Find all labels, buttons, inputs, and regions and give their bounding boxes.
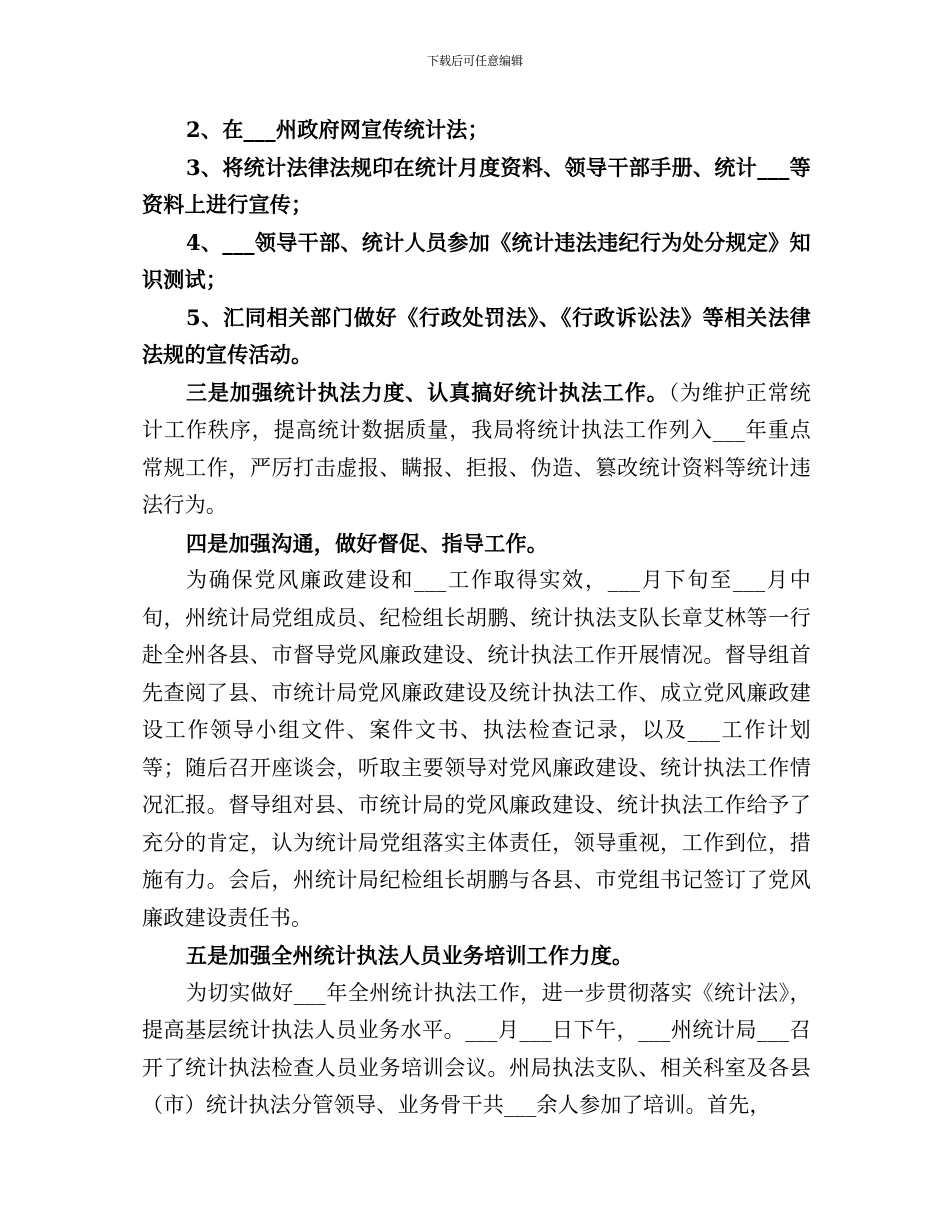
paragraph-item-4: 4、___领导干部、统计人员参加《统计违法违纪行为处分规定》知识测试； xyxy=(142,229,811,292)
paragraph-item-3: 3、将统计法律法规印在统计月度资料、领导干部手册、统计___等资料上进行宣传； xyxy=(142,154,811,217)
section-four-heading: 四是加强沟通，做好督促、指导工作。 xyxy=(186,530,549,556)
paragraph-section-three xyxy=(142,374,811,525)
section-three-text: （为维护正常统计工作秩序，提高统计数据质量，我局将统计执法工作列入___年重点常规工作，严厉打击虚报、瞒报、拒报、伪造、篡改统计资料等统计违法行为。 xyxy=(142,380,811,517)
paragraph-training: 为切实做好___年全州统计执法工作，进一步贯彻落实《统计法》，提高基层统计执法人员业务水平。___月___日下午，___州统计局___召开了统计执法检查人员业务培训会议。州局执法支队、相关科室及各县（市）统计执法分管领导、业务骨干共___余人参加了培训。首先， xyxy=(142,980,811,1117)
paragraph-item-2: 2、在___州政府网宣传统计法； xyxy=(186,117,489,142)
page-header: 下载后可任意编辑 xyxy=(426,54,523,68)
paragraph-item-5: 5、汇同相关部门做好《行政处罚法》、《行政诉讼法》等相关法律法规的宣传活动。 xyxy=(142,304,811,367)
section-three-heading: 三是加强统计执法力度、认真搞好统计执法工作。 xyxy=(186,379,669,405)
section-five-heading: 五是加强全州统计执法人员业务培训工作力度。 xyxy=(186,943,634,968)
paragraph-supervision: 为确保党风廉政建设和___工作取得实效，___月下旬至___月中旬，州统计局党组成员、纪检组长胡鹏、统计执法支队长章艾林等一行赴全州各县、市督导党风廉政建设、统计执法工作开展情况。督导组首先查阅了县、市统计局党风廉政建设及统计执法工作、成立党风廉政建设工作领导小组文件、案件文书、执法检查记录，以及___工作计划等；随后召开座谈会，听取主要领导对党风廉政建设、统计执法工作情况汇报。督导组对县、市统计局的党风廉政建设、统计执法工作给予了充分的肯定，认为统计局党组落实主体责任，领导重视，工作到位，措施有力。会后，州统计局纪检组长胡鹏与各县、市党组书记签订了党风廉政建设责任书。 xyxy=(142,568,811,930)
document-body xyxy=(142,111,811,1125)
